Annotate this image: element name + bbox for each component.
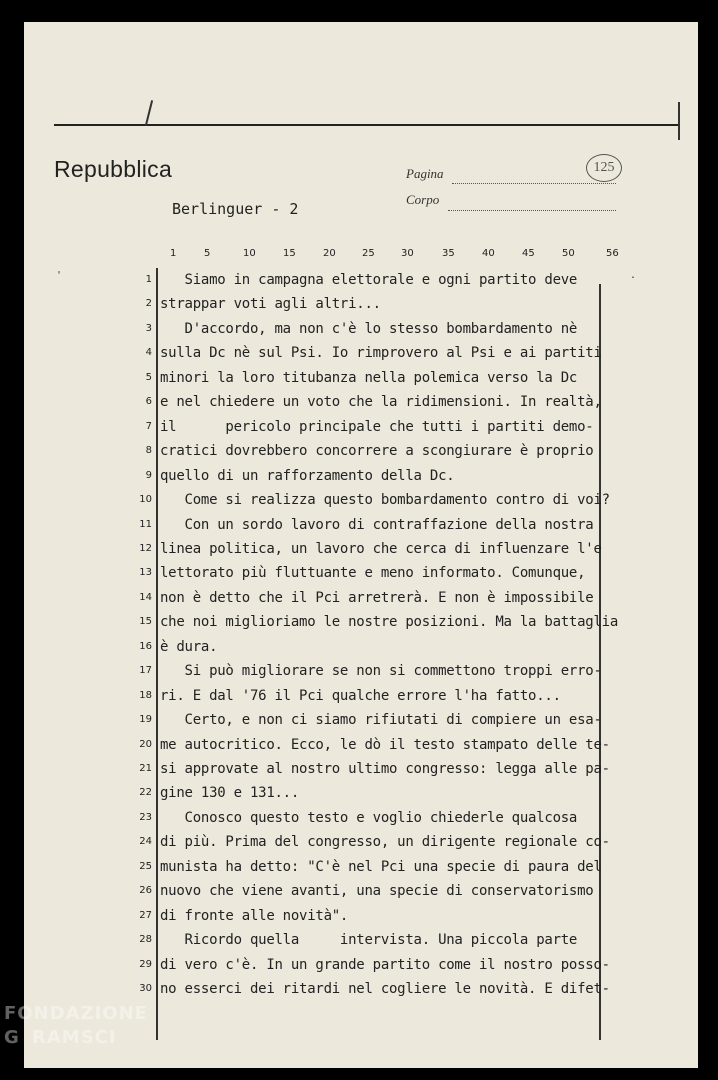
typed-line: Con un sordo lavoro di contraffazione della nostra <box>160 516 594 533</box>
line-number: 15 <box>139 616 152 628</box>
line-number: 10 <box>139 494 152 506</box>
line-number: 11 <box>139 518 152 530</box>
typed-line: e nel chiedere un voto che la ridimensioni. In realtà, <box>160 394 602 411</box>
typed-line: non è detto che il Pci arretrerà. E non è impossibile <box>160 589 594 606</box>
typed-line: che noi miglioriamo le nostre posizioni. Ma la battaglia <box>160 614 619 631</box>
typed-line: Ricordo quella intervista. Una piccola parte <box>160 932 578 949</box>
typed-line: Certo, e non ci siamo rifiutati di compiere un esa- <box>160 712 602 729</box>
typed-line: è dura. <box>160 638 218 655</box>
typed-line: cratici dovrebbero concorrere a scongiurare è proprio <box>160 443 594 460</box>
fondazione-gramsci-watermark <box>4 1002 148 1050</box>
line-number: 26 <box>139 885 152 897</box>
line-number: 28 <box>139 934 152 946</box>
line-number: 30 <box>139 983 152 995</box>
line-number: 19 <box>139 714 152 726</box>
line-number: 9 <box>145 469 152 481</box>
typed-line: di più. Prima del congresso, un dirigente regionale co- <box>160 834 610 851</box>
typed-line: no esserci dei ritardi nel cogliere le novità. E difet- <box>160 981 610 998</box>
column-scale-tick: 56 <box>606 248 619 259</box>
typed-line: sulla Dc nè sul Psi. Io rimprovero al Psi e ai partiti <box>160 345 602 362</box>
column-scale-tick: 40 <box>482 248 495 259</box>
line-number: 13 <box>139 567 152 579</box>
column-scale-tick: 35 <box>442 248 455 259</box>
typed-line: Si può migliorare se non si commettono troppi erro- <box>160 663 602 680</box>
typed-line: di fronte alle novità". <box>160 907 349 924</box>
line-number: 22 <box>139 787 152 799</box>
typed-line: Come si realizza questo bombardamento contro di voi? <box>160 492 610 509</box>
line-number: 20 <box>139 738 152 750</box>
watermark-line-2: RAMSCI <box>32 1027 117 1048</box>
margin-dot: . <box>630 270 637 281</box>
line-number: 23 <box>139 811 152 823</box>
column-scale-tick: 15 <box>283 248 296 259</box>
column-scale-tick: 30 <box>401 248 414 259</box>
line-number: 25 <box>139 860 152 872</box>
line-number: 18 <box>139 689 152 701</box>
typed-line: quello di un rafforzamento della Dc. <box>160 467 455 484</box>
document-sheet <box>24 22 698 1068</box>
pagina-label: Pagina <box>406 166 444 181</box>
line-number: 27 <box>139 909 152 921</box>
margin-mark <box>678 102 680 140</box>
line-number: 12 <box>139 542 152 554</box>
left-margin-line <box>156 268 158 1040</box>
line-number: 4 <box>145 347 152 359</box>
column-scale-tick: 1 <box>170 248 177 259</box>
watermark-line-1: FONDAZIONE <box>4 1003 148 1024</box>
line-number: 3 <box>145 322 152 334</box>
document-title: Berlinguer - 2 <box>172 200 299 218</box>
newspaper-brand: Repubblica <box>54 156 173 182</box>
typed-line: si approvate al nostro ultimo congresso: legga alle pa- <box>160 761 610 777</box>
column-scale-tick: 10 <box>243 248 256 259</box>
column-scale-tick: 50 <box>562 248 575 259</box>
line-number: 14 <box>139 591 152 603</box>
typed-line: minori la loro titubanza nella polemica verso la Dc <box>160 369 578 386</box>
typed-line: munista ha detto: "C'è nel Pci una specie di paura del <box>160 858 602 875</box>
typed-line: D'accordo, ma non c'è lo stesso bombardamento nè <box>160 320 578 337</box>
column-scale-tick: 25 <box>362 248 375 259</box>
typed-line: linea politica, un lavoro che cerca di influenzare l'e <box>160 540 602 557</box>
typed-line: il pericolo principale che tutti i partiti demo- <box>160 418 594 435</box>
line-number: 17 <box>139 665 152 677</box>
line-number: 29 <box>139 958 152 970</box>
line-number: 16 <box>139 640 152 652</box>
column-scale-tick: 20 <box>323 248 336 259</box>
typed-line: lettorato più fluttuante e meno informato. Comunque, <box>160 565 586 582</box>
typed-line: Siamo in campagna elettorale e ogni partito deve <box>160 272 578 288</box>
page-number-circled: 125 <box>586 154 622 182</box>
corpo-dotted-line <box>448 210 616 211</box>
corpo-label: Corpo <box>406 192 440 207</box>
margin-dot: ' <box>56 270 63 281</box>
typed-line: strappar voti agli altri... <box>160 296 381 313</box>
column-scale-tick: 45 <box>522 248 535 259</box>
top-rule <box>54 124 679 126</box>
typed-line: di vero c'è. In un grande partito come il nostro posso- <box>160 956 610 973</box>
watermark-g-logo: G <box>4 1027 20 1048</box>
line-number: 8 <box>145 445 152 457</box>
line-number: 7 <box>145 420 152 432</box>
line-number: 1 <box>145 274 152 285</box>
line-number: 6 <box>145 396 152 408</box>
column-scale-tick: 5 <box>204 248 211 259</box>
line-number: 2 <box>145 298 152 310</box>
pen-tick-mark <box>145 100 153 126</box>
pagina-dotted-line <box>452 183 616 184</box>
typed-line: nuovo che viene avanti, una specie di conservatorismo <box>160 883 594 900</box>
line-number: 5 <box>145 371 152 383</box>
typed-line: ri. E dal '76 il Pci qualche errore l'ha fatto... <box>160 687 561 704</box>
typed-line: Conosco questo testo e voglio chiederle qualcosa <box>160 809 578 826</box>
typed-line: gine 130 e 131... <box>160 785 300 802</box>
typed-line: me autocritico. Ecco, le dò il testo stampato delle te- <box>160 736 610 753</box>
line-number: 21 <box>139 763 152 774</box>
line-number: 24 <box>139 836 152 848</box>
